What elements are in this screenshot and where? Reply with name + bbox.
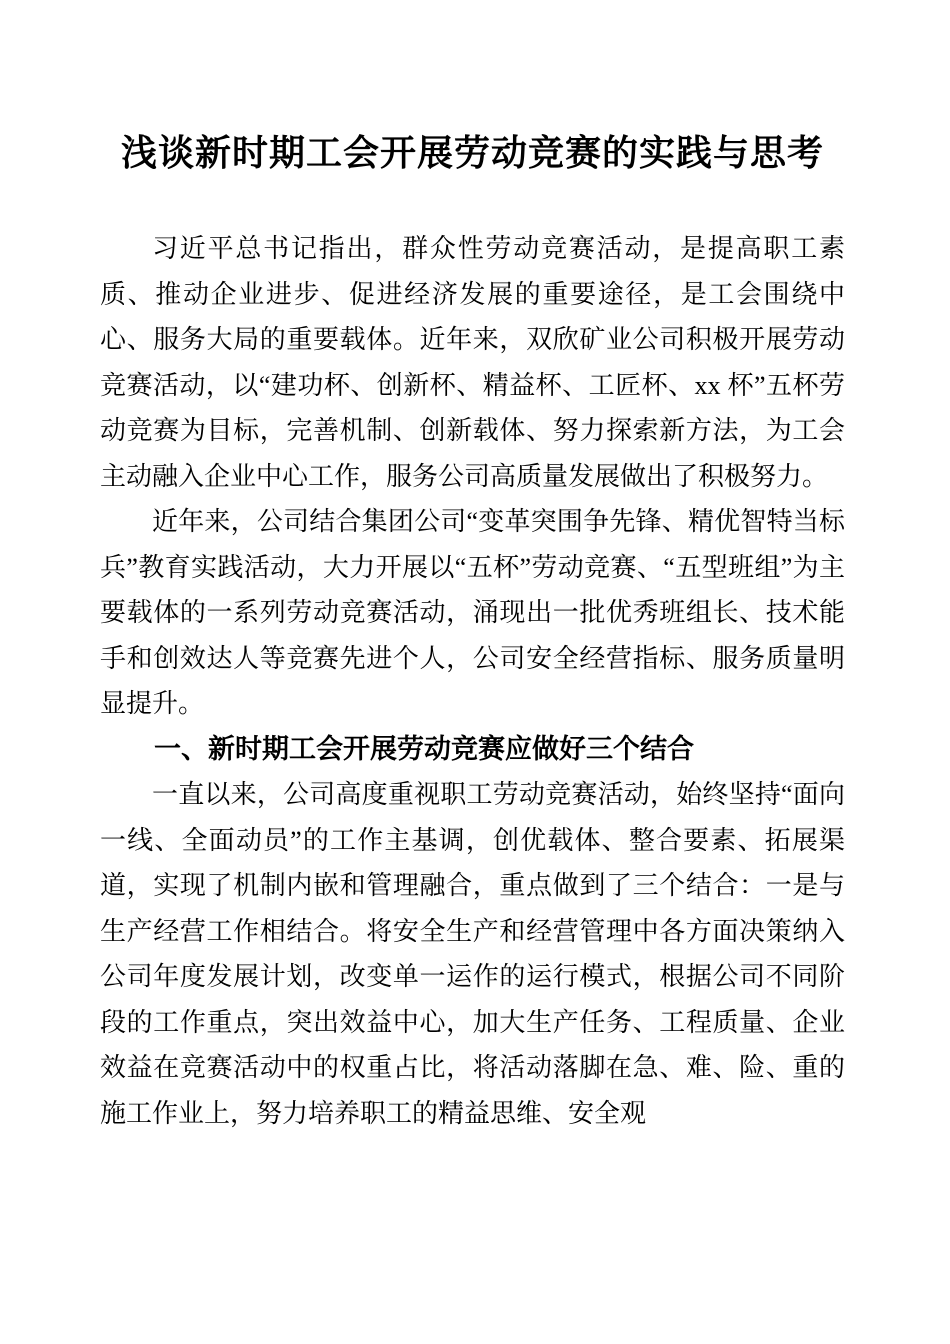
document-body — [100, 226, 845, 1136]
paragraph-three-combinations: 一直以来，公司高度重视职工劳动竞赛活动，始终坚持“面向一线、全面动员”的工作主基调，创优载体、整合要素、拓展渠道，实现了机制内嵌和管理融合，重点做到了三个结合：一是与生产经营工作相结合。将安全生产和经营管理中各方面决策纳入公司年度发展计划，改变单一运作的运行模式，根据公司不同阶段的工作重点，突出效益中心，加大生产任务、工程质量、企业效益在竞赛活动中的权重占比，将活动落脚在急、难、险、重的施工作业上，努力培养职工的精益思维、安全观 — [100, 780, 845, 1128]
paragraph-recent-years: 近年来，公司结合集团公司“变革突围争先锋、精优智特当标兵”教育实践活动，大力开展以“五杯”劳动竞赛、“五型班组”为主要载体的一系列劳动竞赛活动，涌现出一批优秀班组长、技术能手和创效达人等竞赛先进个人，公司安全经营指标、服务质量明显提升。 — [100, 507, 845, 718]
paragraph-intro: 习近平总书记指出，群众性劳动竞赛活动，是提高职工素质、推动企业进步、促进经济发展的重要途径，是工会围绕中心、服务大局的重要载体。近年来，双欣矿业公司积极开展劳动竞赛活动，以“建功杯、创新杯、精益杯、工匠杯、xx 杯”五杯劳动竞赛为目标，完善机制、创新载体、努力探索新方法，为工会主动融入企业中心工作，服务公司高质量发展做出了积极努力。 — [100, 234, 845, 491]
document-title: 浅谈新时期工会开展劳动竞赛的实践与思考 — [120, 133, 824, 173]
section-heading-one: 一、新时期工会开展劳动竞赛应做好三个结合 — [154, 733, 694, 764]
